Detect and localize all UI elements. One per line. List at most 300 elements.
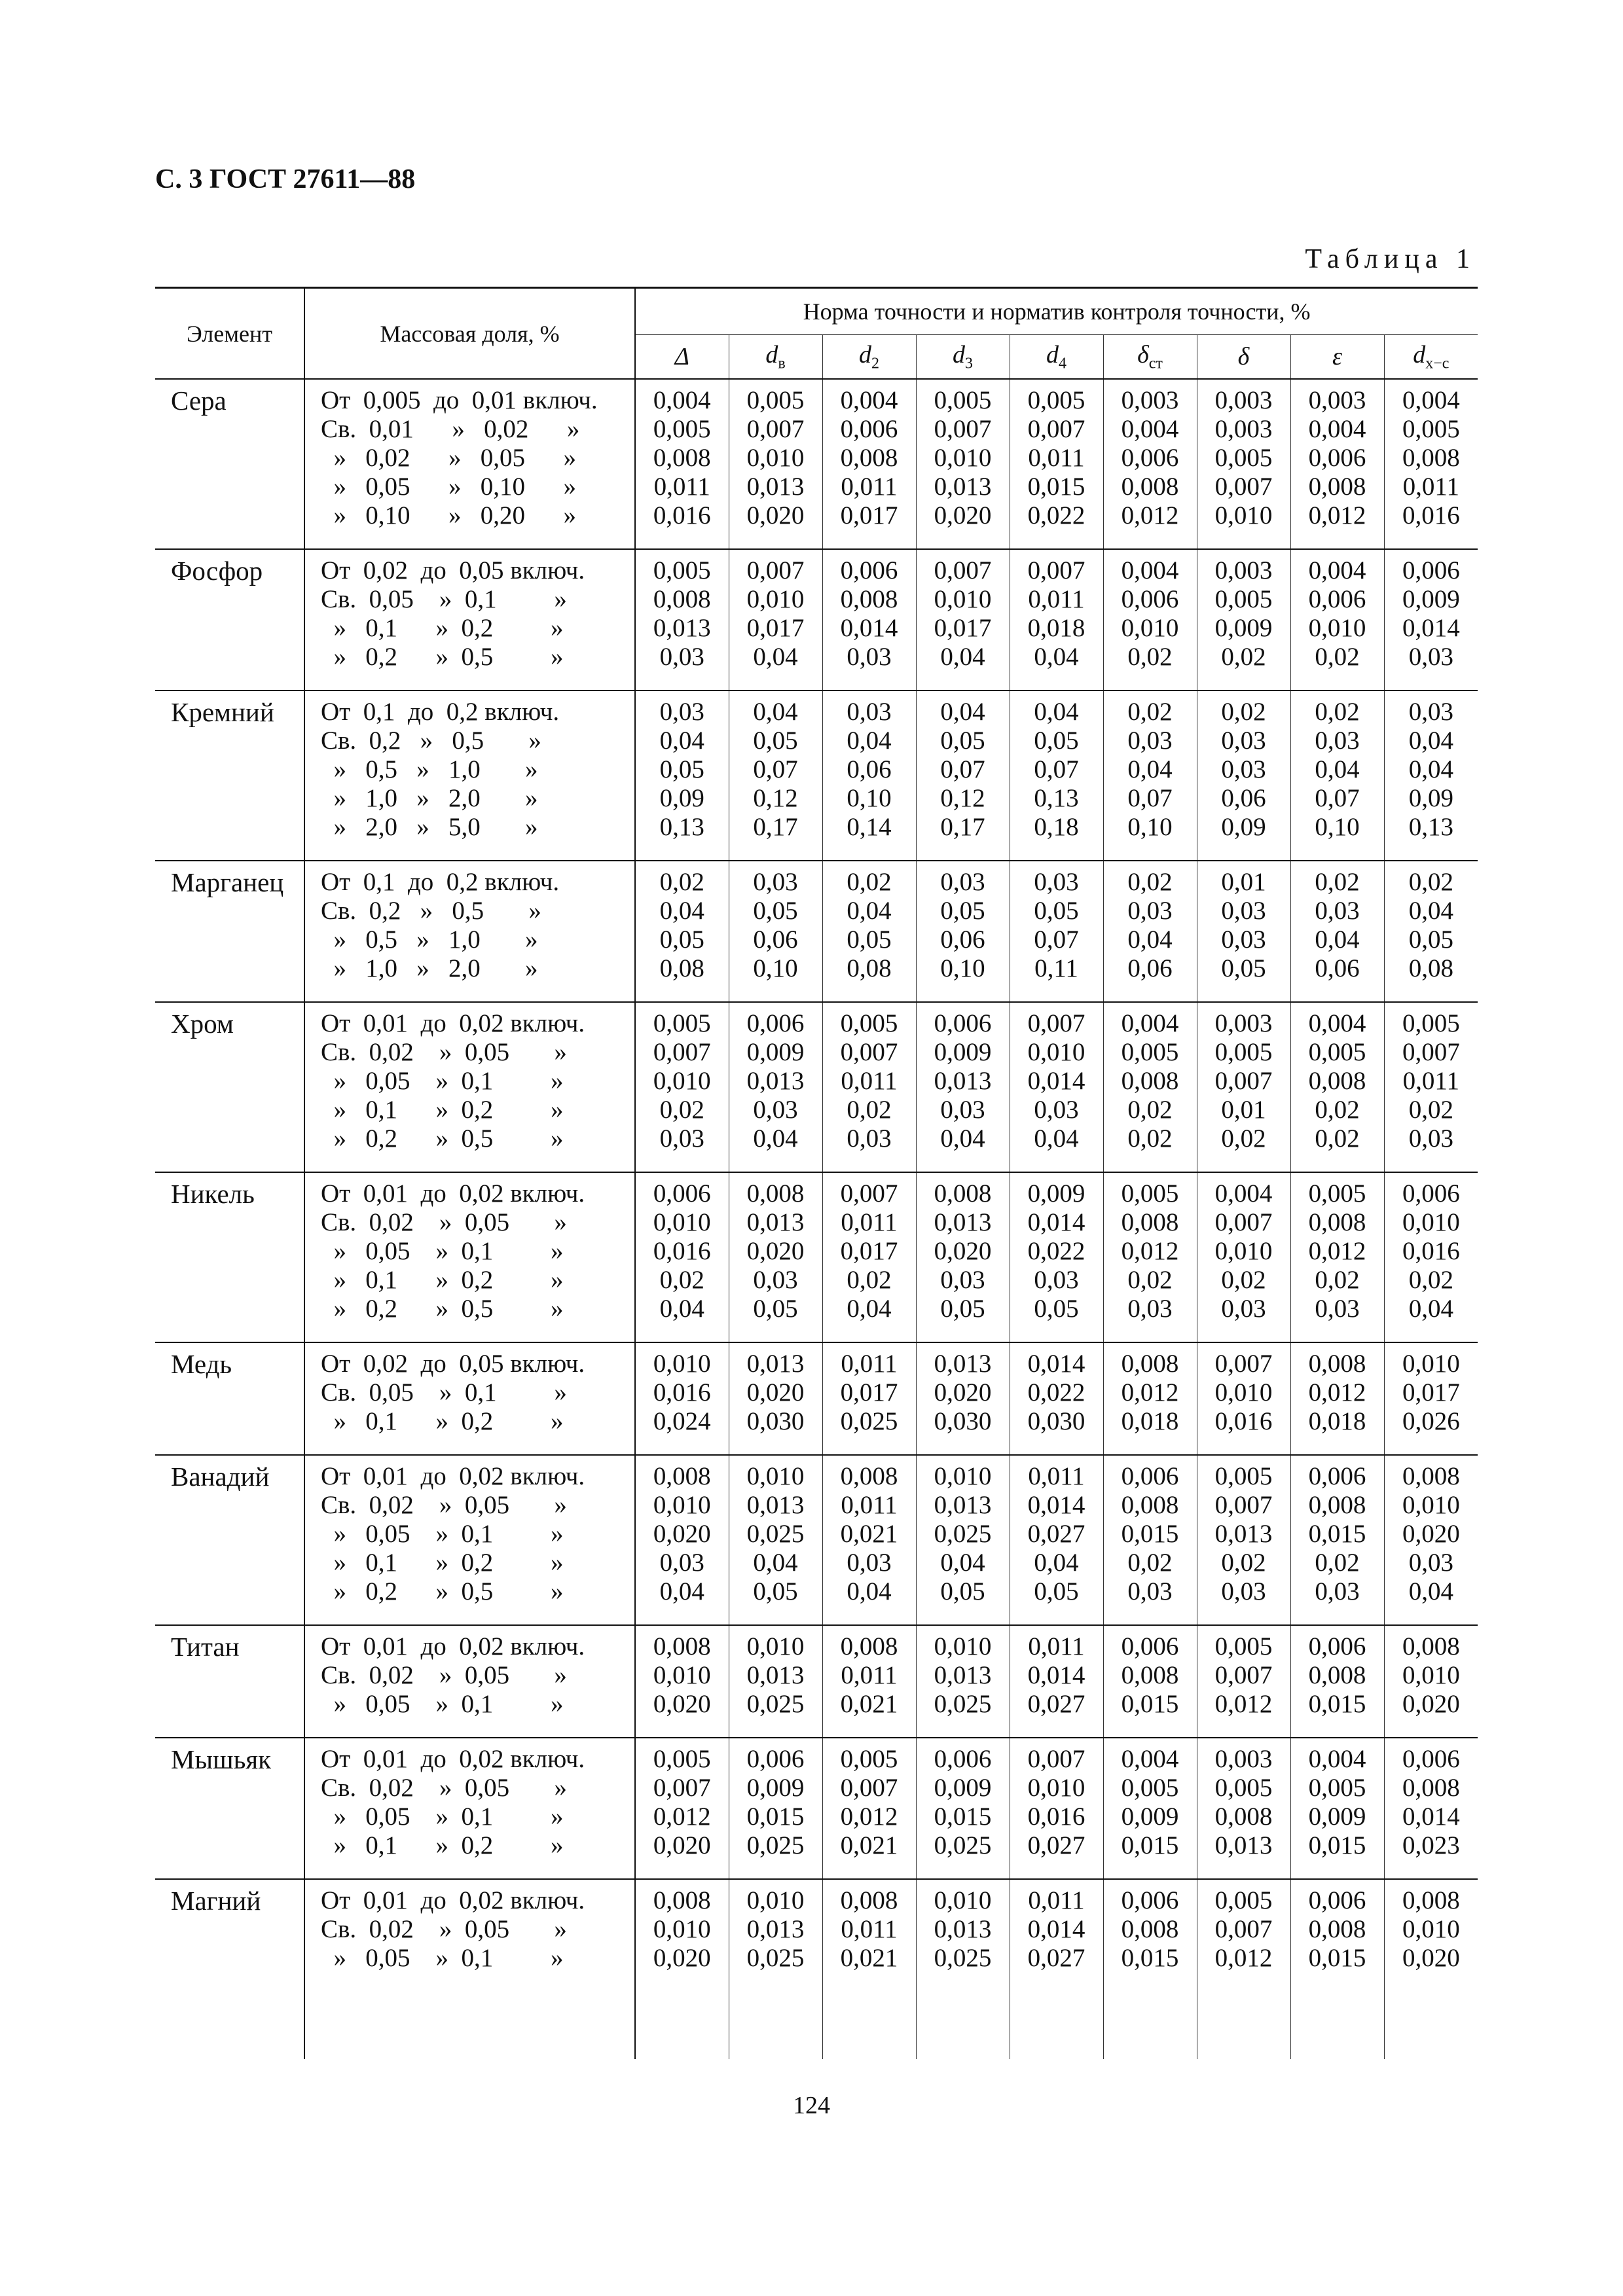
value-cell: 0,013 <box>746 1350 805 1378</box>
mass-fraction-range: Св. 0,02 » 0,05 » <box>321 1915 567 1943</box>
mass-fraction-range: От 0,01 до 0,02 включ. <box>321 1179 585 1208</box>
value-cell: 0,08 <box>1408 954 1453 982</box>
value-cell: 0,01 <box>1221 1096 1266 1124</box>
value-cell: 0,008 <box>1402 1462 1460 1490</box>
value-cell: 0,010 <box>934 444 992 472</box>
value-cell: 0,008 <box>1121 1661 1179 1689</box>
value-cell: 0,009 <box>934 1774 992 1802</box>
value-cell: 0,02 <box>1127 1124 1173 1153</box>
value-cell: 0,03 <box>1408 1124 1453 1153</box>
value-column <box>635 861 729 1002</box>
mass-fraction-range: Св. 0,01 » 0,02 » <box>321 415 580 443</box>
value-cell: 0,005 <box>1214 444 1273 472</box>
mass-fraction-range: От 0,01 до 0,02 включ. <box>321 1886 585 1914</box>
value-cell: 0,025 <box>746 1520 805 1548</box>
value-cell: 0,05 <box>1034 1577 1079 1605</box>
value-cell: 0,015 <box>1308 1520 1366 1548</box>
mass-fraction-ranges <box>304 1455 635 1625</box>
value-column <box>1010 549 1103 691</box>
value-cell: 0,01 <box>1221 868 1266 896</box>
element-name-text: Мышьяк <box>171 1744 272 1774</box>
table-row <box>155 1455 1478 1625</box>
value-cell: 0,007 <box>840 1774 898 1802</box>
value-cell: 0,013 <box>746 1067 805 1095</box>
value-column <box>1197 1879 1290 2059</box>
value-cell: 0,013 <box>746 473 805 501</box>
value-cell: 0,008 <box>840 444 898 472</box>
value-cell: 0,008 <box>1308 473 1366 501</box>
element-name <box>155 691 304 861</box>
value-column <box>822 1738 916 1879</box>
value-cell: 0,020 <box>1402 1520 1460 1548</box>
symbol-subscript: 3 <box>965 355 973 372</box>
value-cell: 0,02 <box>1221 1266 1266 1294</box>
value-cell: 0,020 <box>746 501 805 529</box>
value-column <box>1384 1002 1478 1172</box>
value-cell: 0,016 <box>653 1237 711 1265</box>
value-cell: 0,003 <box>1121 386 1179 414</box>
value-cell: 0,016 <box>653 1378 711 1407</box>
value-cell: 0,014 <box>1027 1661 1085 1689</box>
value-cell: 0,006 <box>934 1745 992 1773</box>
value-cell: 0,04 <box>753 698 798 726</box>
mass-fraction-range: » 0,05 » 0,1 » <box>321 1803 564 1831</box>
mass-fraction-ranges <box>304 1002 635 1172</box>
value-cell: 0,04 <box>1034 1549 1079 1577</box>
value-column <box>729 1879 822 2059</box>
element-name <box>155 861 304 1002</box>
value-cell: 0,025 <box>746 1944 805 1972</box>
value-cell: 0,13 <box>1408 813 1453 841</box>
value-cell: 0,07 <box>940 755 985 783</box>
value-cell: 0,007 <box>1214 1350 1273 1378</box>
value-cell: 0,04 <box>1408 1577 1453 1605</box>
value-cell: 0,10 <box>1315 813 1360 841</box>
value-cell: 0,02 <box>1315 643 1360 671</box>
value-cell: 0,020 <box>653 1690 711 1718</box>
value-cell: 0,04 <box>659 726 704 755</box>
value-cell: 0,04 <box>753 1124 798 1153</box>
value-cell: 0,08 <box>659 954 704 982</box>
value-cell: 0,06 <box>940 925 985 954</box>
value-column <box>1103 1738 1197 1879</box>
value-cell: 0,030 <box>934 1407 992 1435</box>
value-cell: 0,02 <box>1408 1096 1453 1124</box>
value-column <box>822 1455 916 1625</box>
value-cell: 0,014 <box>1402 1803 1460 1831</box>
value-cell: 0,008 <box>653 1886 711 1914</box>
mass-fraction-range: » 1,0 » 2,0 » <box>321 784 538 812</box>
value-cell: 0,04 <box>1034 643 1079 671</box>
header-symbol <box>822 335 916 380</box>
value-cell: 0,03 <box>940 868 985 896</box>
value-cell: 0,004 <box>1121 415 1179 443</box>
value-cell: 0,007 <box>1027 556 1085 584</box>
value-cell: 0,02 <box>659 868 704 896</box>
value-column <box>916 1172 1010 1342</box>
mass-fraction-range: » 0,05 » 0,10 » <box>321 473 576 501</box>
value-cell: 0,005 <box>840 1745 898 1773</box>
value-column <box>1290 1172 1384 1342</box>
header-symbol <box>729 335 822 380</box>
header-symbol <box>635 335 729 380</box>
value-cell: 0,005 <box>1027 386 1085 414</box>
value-column <box>729 1625 822 1738</box>
value-cell: 0,05 <box>1034 897 1079 925</box>
table-row <box>155 549 1478 691</box>
value-column <box>635 691 729 861</box>
mass-fraction-range: » 0,1 » 0,2 » <box>321 1096 564 1124</box>
value-cell: 0,03 <box>847 1124 892 1153</box>
value-column <box>729 1172 822 1342</box>
value-cell: 0,016 <box>1027 1803 1085 1831</box>
value-column <box>1197 1172 1290 1342</box>
value-column <box>1103 861 1197 1002</box>
value-cell: 0,04 <box>1034 1124 1079 1153</box>
value-cell: 0,015 <box>1121 1520 1179 1548</box>
value-cell: 0,10 <box>847 784 892 812</box>
symbol-subscript: 4 <box>1059 355 1067 372</box>
value-cell: 0,04 <box>1408 1295 1453 1323</box>
value-cell: 0,007 <box>653 1038 711 1066</box>
value-cell: 0,021 <box>840 1831 898 1859</box>
value-cell: 0,006 <box>1308 585 1366 613</box>
value-cell: 0,015 <box>746 1803 805 1831</box>
value-cell: 0,02 <box>1127 1266 1173 1294</box>
value-cell: 0,025 <box>934 1944 992 1972</box>
element-name <box>155 549 304 691</box>
value-cell: 0,06 <box>1127 954 1173 982</box>
value-cell: 0,007 <box>1214 1067 1273 1095</box>
value-cell: 0,013 <box>934 1067 992 1095</box>
value-column <box>822 379 916 549</box>
value-cell: 0,03 <box>1034 868 1079 896</box>
value-cell: 0,011 <box>841 1350 898 1378</box>
mass-fraction-range: От 0,1 до 0,2 включ. <box>321 698 560 726</box>
value-cell: 0,023 <box>1402 1831 1460 1859</box>
value-cell: 0,003 <box>1214 1745 1273 1773</box>
value-cell: 0,011 <box>1028 444 1085 472</box>
value-cell: 0,02 <box>1315 1096 1360 1124</box>
value-cell: 0,012 <box>653 1803 711 1831</box>
value-cell: 0,009 <box>1214 614 1273 642</box>
value-cell: 0,07 <box>753 755 798 783</box>
value-cell: 0,04 <box>1315 925 1360 954</box>
value-cell: 0,006 <box>934 1009 992 1037</box>
value-cell: 0,04 <box>1034 698 1079 726</box>
value-cell: 0,011 <box>1028 1462 1085 1490</box>
value-cell: 0,008 <box>1121 1491 1179 1519</box>
value-cell: 0,04 <box>1408 755 1453 783</box>
value-column <box>1197 1738 1290 1879</box>
value-column <box>1384 691 1478 861</box>
value-column <box>635 379 729 549</box>
value-cell: 0,03 <box>1127 1295 1173 1323</box>
value-column <box>1290 1002 1384 1172</box>
value-column <box>822 1342 916 1455</box>
value-cell: 0,025 <box>746 1831 805 1859</box>
value-cell: 0,010 <box>653 1350 711 1378</box>
value-cell: 0,04 <box>847 897 892 925</box>
value-cell: 0,04 <box>940 643 985 671</box>
value-cell: 0,006 <box>1121 1886 1179 1914</box>
symbol-base: δ <box>1237 343 1250 370</box>
value-column <box>1010 1738 1103 1879</box>
value-cell: 0,17 <box>940 813 985 841</box>
mass-fraction-range: Св. 0,05 » 0,1 » <box>321 585 567 613</box>
value-column <box>1010 1455 1103 1625</box>
header-symbol <box>916 335 1010 380</box>
mass-fraction-range: Св. 0,02 » 0,05 » <box>321 1491 567 1519</box>
value-cell: 0,020 <box>653 1831 711 1859</box>
value-cell: 0,005 <box>746 386 805 414</box>
value-column <box>1103 1342 1197 1455</box>
value-column <box>916 1342 1010 1455</box>
value-cell: 0,005 <box>1214 1462 1273 1490</box>
value-cell: 0,02 <box>1127 643 1173 671</box>
element-name <box>155 1738 304 1879</box>
mass-fraction-range: » 0,1 » 0,2 » <box>321 1549 564 1577</box>
symbol-subscript: в <box>778 355 786 372</box>
value-cell: 0,003 <box>1214 1009 1273 1037</box>
value-cell: 0,10 <box>753 954 798 982</box>
value-cell: 0,003 <box>1308 386 1366 414</box>
value-cell: 0,005 <box>1308 1774 1366 1802</box>
mass-fraction-range: » 0,2 » 0,5 » <box>321 643 564 671</box>
value-column <box>822 1172 916 1342</box>
value-cell: 0,009 <box>746 1774 805 1802</box>
value-cell: 0,020 <box>934 1378 992 1407</box>
value-cell: 0,05 <box>1034 1295 1079 1323</box>
value-cell: 0,02 <box>1221 643 1266 671</box>
value-cell: 0,008 <box>1121 1915 1179 1943</box>
value-cell: 0,009 <box>1402 585 1460 613</box>
value-cell: 0,05 <box>940 897 985 925</box>
value-column <box>1103 1879 1197 2059</box>
value-cell: 0,025 <box>934 1520 992 1548</box>
value-cell: 0,015 <box>1027 473 1085 501</box>
value-cell: 0,006 <box>840 556 898 584</box>
table-row <box>155 1625 1478 1738</box>
value-column <box>729 379 822 549</box>
value-cell: 0,010 <box>1214 1237 1273 1265</box>
value-cell: 0,06 <box>1221 784 1266 812</box>
value-cell: 0,007 <box>1027 415 1085 443</box>
value-cell: 0,017 <box>840 1378 898 1407</box>
value-column <box>635 1455 729 1625</box>
value-cell: 0,010 <box>934 1886 992 1914</box>
value-cell: 0,007 <box>1214 1915 1273 1943</box>
value-cell: 0,015 <box>934 1803 992 1831</box>
value-cell: 0,014 <box>1027 1067 1085 1095</box>
value-cell: 0,010 <box>1121 614 1179 642</box>
element-name-text: Никель <box>171 1179 255 1209</box>
value-cell: 0,04 <box>847 726 892 755</box>
element-name-text: Фосфор <box>171 556 263 586</box>
mass-fraction-range: » 0,02 » 0,05 » <box>321 444 576 472</box>
header-symbol <box>1290 335 1384 380</box>
value-column <box>1197 1002 1290 1172</box>
element-name <box>155 1172 304 1342</box>
mass-fraction-range: » 0,05 » 0,1 » <box>321 1067 564 1095</box>
element-name <box>155 1342 304 1455</box>
value-cell: 0,04 <box>940 698 985 726</box>
value-cell: 0,012 <box>1214 1690 1273 1718</box>
value-cell: 0,005 <box>653 1009 711 1037</box>
value-cell: 0,07 <box>1034 755 1079 783</box>
value-column <box>916 379 1010 549</box>
value-cell: 0,03 <box>753 1266 798 1294</box>
mass-fraction-range: От 0,005 до 0,01 включ. <box>321 386 598 414</box>
element-name-text: Ванадий <box>171 1462 270 1492</box>
value-cell: 0,010 <box>746 1886 805 1914</box>
value-cell: 0,07 <box>1127 784 1173 812</box>
value-column <box>916 1625 1010 1738</box>
value-cell: 0,05 <box>753 1577 798 1605</box>
value-cell: 0,007 <box>934 415 992 443</box>
value-cell: 0,12 <box>940 784 985 812</box>
value-cell: 0,017 <box>934 614 992 642</box>
value-cell: 0,004 <box>653 386 711 414</box>
value-cell: 0,005 <box>1308 1038 1366 1066</box>
value-cell: 0,03 <box>1221 1577 1266 1605</box>
header-symbol <box>1197 335 1290 380</box>
value-cell: 0,009 <box>934 1038 992 1066</box>
header-element: Элемент <box>155 288 304 380</box>
value-cell: 0,03 <box>1034 1266 1079 1294</box>
value-cell: 0,006 <box>1121 444 1179 472</box>
value-column <box>1384 549 1478 691</box>
value-cell: 0,014 <box>1027 1208 1085 1236</box>
value-cell: 0,007 <box>934 556 992 584</box>
value-column <box>1384 861 1478 1002</box>
value-column <box>1010 1002 1103 1172</box>
value-cell: 0,024 <box>653 1407 711 1435</box>
value-cell: 0,010 <box>1214 1378 1273 1407</box>
value-cell: 0,008 <box>1402 1632 1460 1660</box>
value-cell: 0,013 <box>934 1350 992 1378</box>
value-cell: 0,006 <box>1121 585 1179 613</box>
value-column <box>729 549 822 691</box>
value-cell: 0,016 <box>1402 501 1460 529</box>
value-cell: 0,005 <box>1308 1179 1366 1208</box>
value-cell: 0,011 <box>1028 585 1085 613</box>
value-column <box>1384 1172 1478 1342</box>
symbol-base: d <box>1046 341 1059 369</box>
value-cell: 0,013 <box>653 614 711 642</box>
value-cell: 0,03 <box>1408 1549 1453 1577</box>
value-cell: 0,17 <box>753 813 798 841</box>
value-cell: 0,03 <box>1315 1295 1360 1323</box>
value-column <box>1197 1625 1290 1738</box>
value-cell: 0,14 <box>847 813 892 841</box>
value-cell: 0,018 <box>1308 1407 1366 1435</box>
value-cell: 0,10 <box>940 954 985 982</box>
value-cell: 0,018 <box>1121 1407 1179 1435</box>
symbol-base: ε <box>1332 343 1342 370</box>
value-cell: 0,016 <box>653 501 711 529</box>
value-cell: 0,04 <box>659 1295 704 1323</box>
value-cell: 0,04 <box>753 1549 798 1577</box>
value-column <box>1290 549 1384 691</box>
mass-fraction-range: » 0,05 » 0,1 » <box>321 1520 564 1548</box>
value-cell: 0,005 <box>1214 1038 1273 1066</box>
mass-fraction-ranges <box>304 549 635 691</box>
value-cell: 0,02 <box>1315 1124 1360 1153</box>
value-cell: 0,030 <box>746 1407 805 1435</box>
value-cell: 0,013 <box>746 1661 805 1689</box>
value-column <box>1290 1342 1384 1455</box>
value-cell: 0,011 <box>1028 1632 1085 1660</box>
value-cell: 0,007 <box>1214 1661 1273 1689</box>
value-cell: 0,06 <box>753 925 798 954</box>
value-cell: 0,04 <box>940 1124 985 1153</box>
value-cell: 0,13 <box>659 813 704 841</box>
value-cell: 0,005 <box>653 1745 711 1773</box>
value-column <box>916 549 1010 691</box>
value-cell: 0,016 <box>1214 1407 1273 1435</box>
value-cell: 0,008 <box>1402 1774 1460 1802</box>
value-cell: 0,02 <box>1315 698 1360 726</box>
value-cell: 0,03 <box>1315 1577 1360 1605</box>
value-column <box>822 549 916 691</box>
value-cell: 0,03 <box>1127 1577 1173 1605</box>
value-cell: 0,006 <box>653 1179 711 1208</box>
value-column <box>1197 379 1290 549</box>
value-cell: 0,010 <box>1214 501 1273 529</box>
value-cell: 0,02 <box>1127 698 1173 726</box>
value-cell: 0,020 <box>746 1378 805 1407</box>
value-cell: 0,03 <box>1408 698 1453 726</box>
value-column <box>916 691 1010 861</box>
value-cell: 0,011 <box>841 1208 898 1236</box>
value-cell: 0,011 <box>841 473 898 501</box>
value-cell: 0,010 <box>1402 1208 1460 1236</box>
value-cell: 0,022 <box>1027 1237 1085 1265</box>
value-column <box>635 1172 729 1342</box>
value-cell: 0,020 <box>1402 1944 1460 1972</box>
value-cell: 0,008 <box>1308 1915 1366 1943</box>
value-cell: 0,006 <box>746 1745 805 1773</box>
value-cell: 0,010 <box>653 1491 711 1519</box>
value-column <box>1384 379 1478 549</box>
value-column <box>729 1002 822 1172</box>
value-cell: 0,016 <box>1402 1237 1460 1265</box>
value-cell: 0,13 <box>1034 784 1079 812</box>
value-cell: 0,011 <box>841 1661 898 1689</box>
value-cell: 0,005 <box>840 1009 898 1037</box>
value-cell: 0,03 <box>847 1549 892 1577</box>
value-cell: 0,013 <box>934 473 992 501</box>
mass-fraction-range: » 0,5 » 1,0 » <box>321 925 538 954</box>
value-cell: 0,007 <box>1027 1009 1085 1037</box>
header-accuracy-norm: Норма точности и норматив контроля точности, % <box>635 288 1478 335</box>
mass-fraction-ranges <box>304 861 635 1002</box>
value-cell: 0,09 <box>1408 784 1453 812</box>
value-cell: 0,008 <box>1308 1208 1366 1236</box>
mass-fraction-ranges <box>304 379 635 549</box>
value-cell: 0,013 <box>934 1491 992 1519</box>
value-cell: 0,005 <box>1402 415 1460 443</box>
mass-fraction-ranges <box>304 1172 635 1342</box>
value-cell: 0,010 <box>1402 1661 1460 1689</box>
symbol-base: δ <box>1137 341 1149 369</box>
mass-fraction-range: » 0,05 » 0,1 » <box>321 1944 564 1972</box>
value-cell: 0,007 <box>840 1179 898 1208</box>
table-row <box>155 861 1478 1002</box>
value-cell: 0,02 <box>659 1096 704 1124</box>
value-cell: 0,004 <box>1121 1745 1179 1773</box>
